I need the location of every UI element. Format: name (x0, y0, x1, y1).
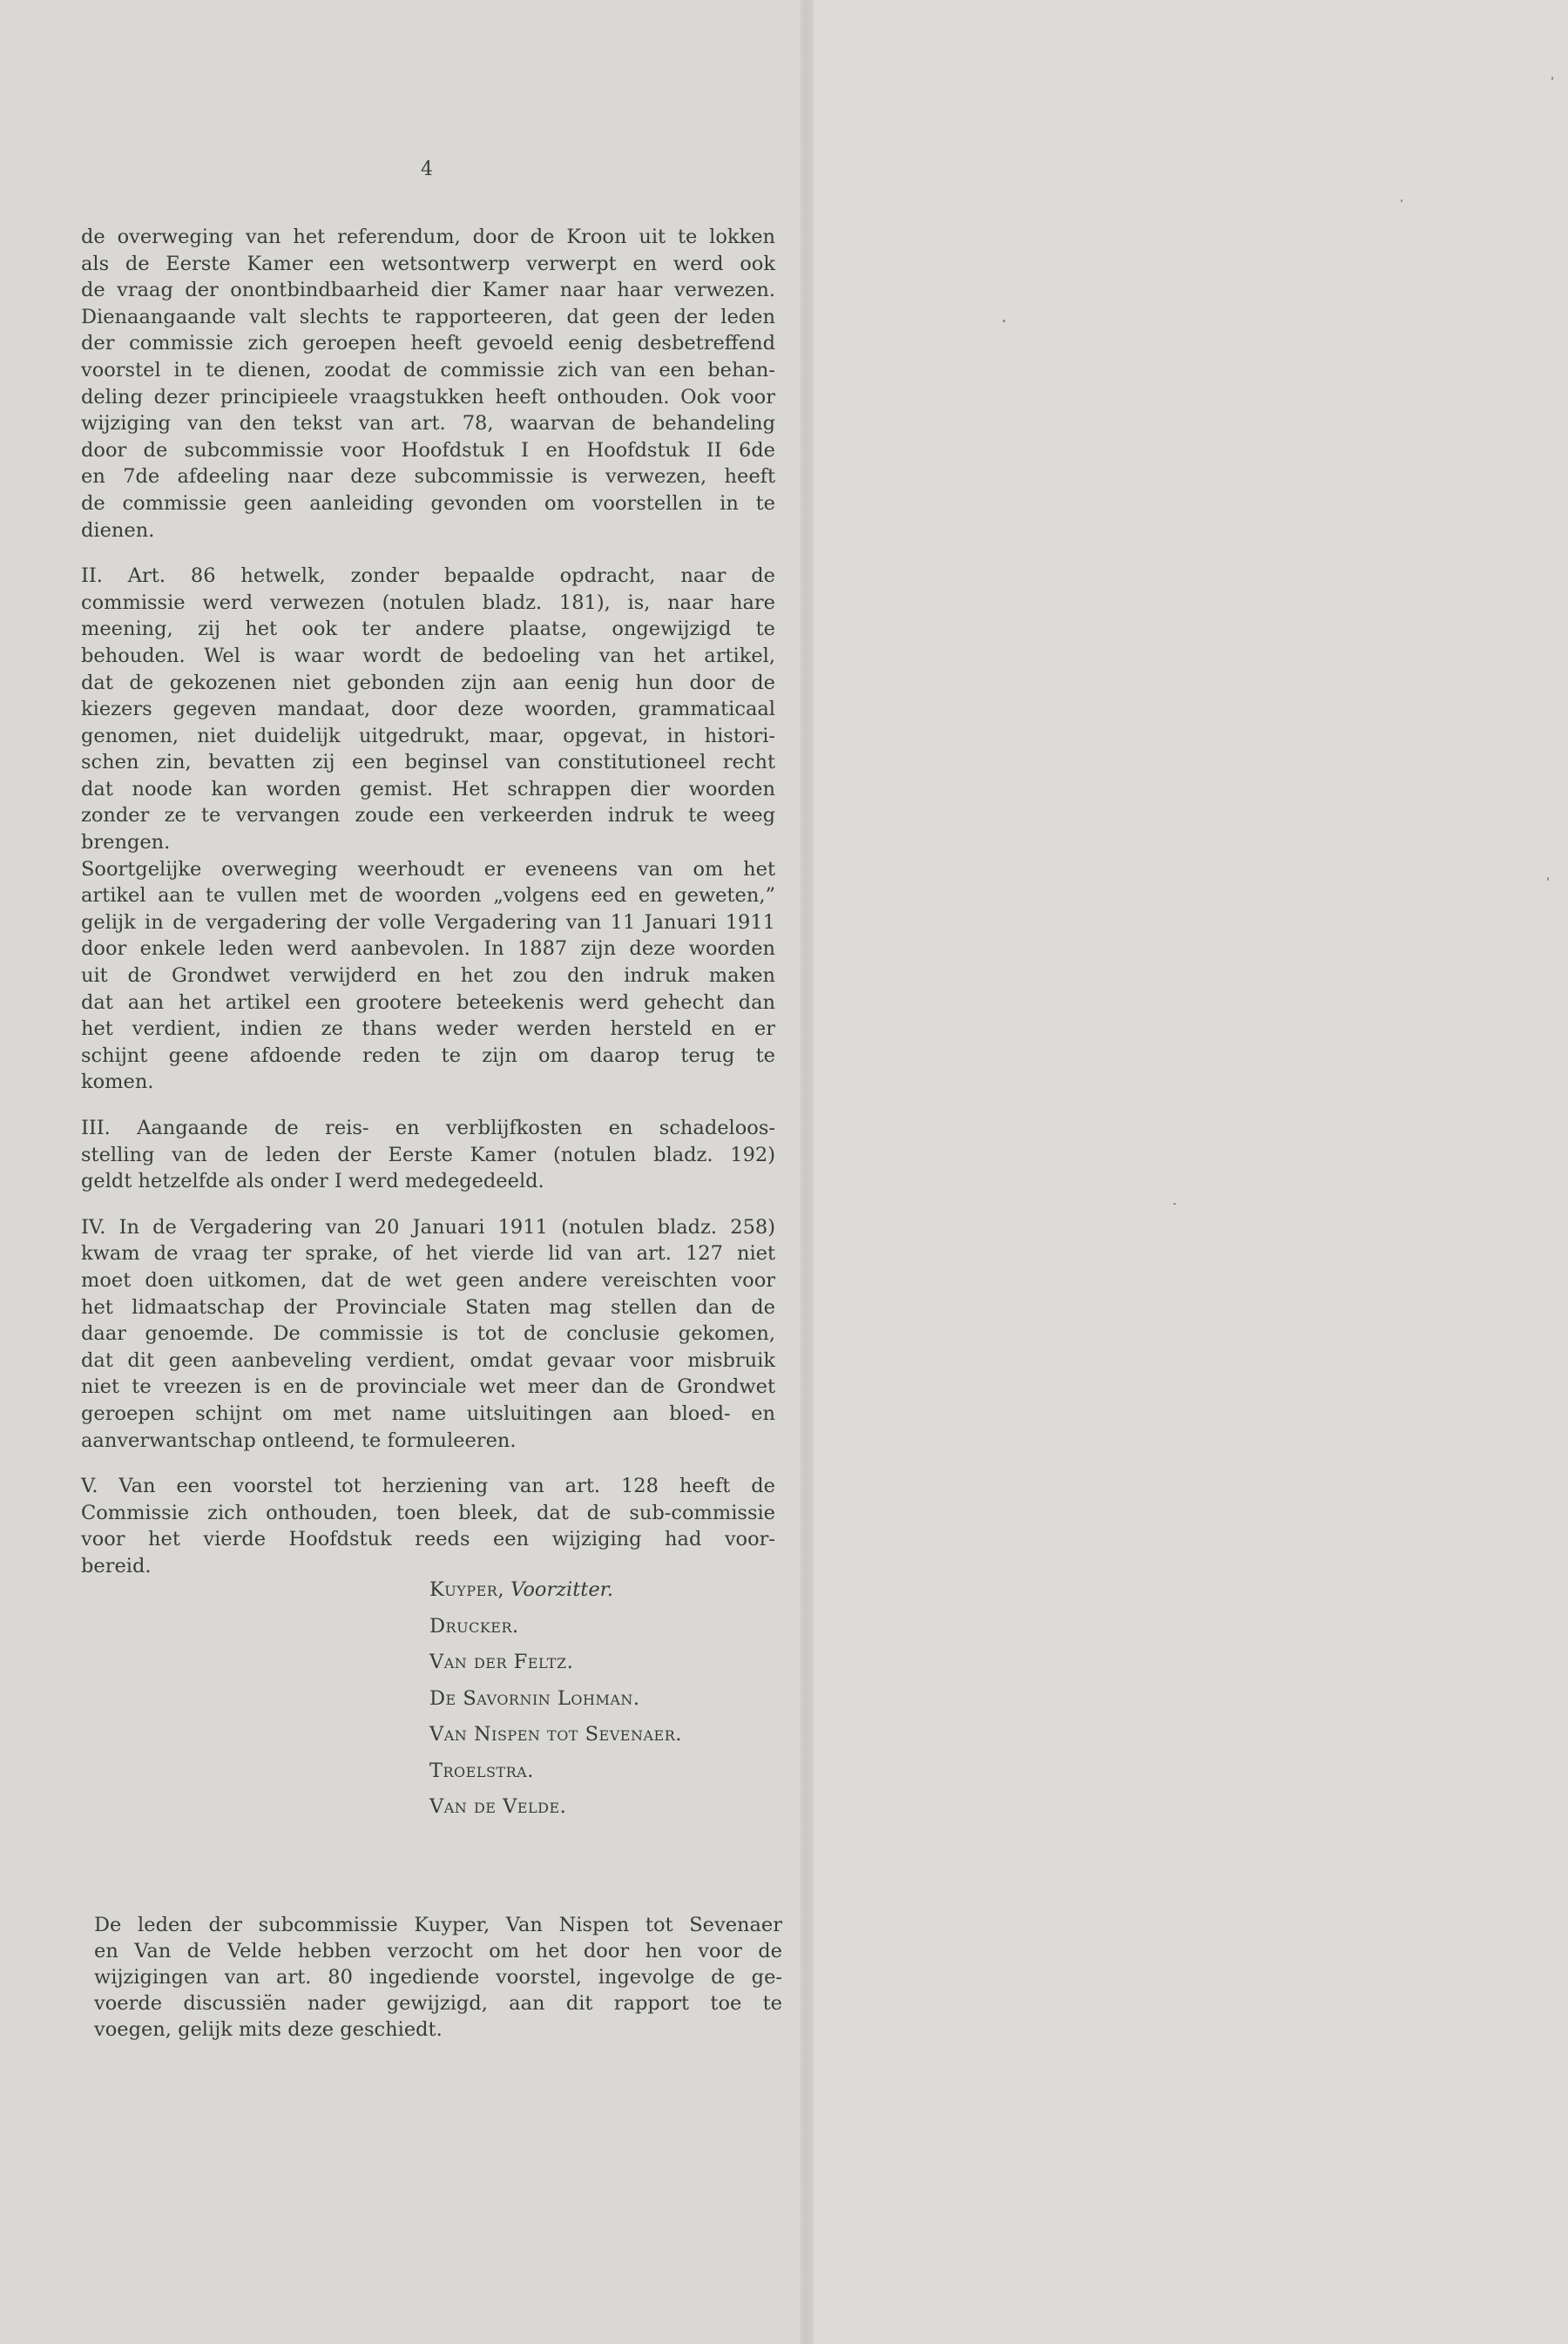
paper-speck (1401, 199, 1402, 202)
text-line: genomen, niet duidelijk uitgedrukt, maar, opgevat, in histori- (81, 724, 775, 747)
text-line: der commissie zich geroepen heeft gevoeld eenig desbetreffend (81, 332, 775, 355)
signature-block (429, 1572, 682, 1826)
text-line: schen zin, bevatten zij een beginsel van constitutioneel recht (81, 751, 775, 774)
body-text (81, 224, 775, 1580)
text-line: de overweging van het referendum, door de Kroon uit te lokken (81, 226, 775, 248)
text-line: behouden. Wel is waar wordt de bedoeling van het artikel, (81, 644, 775, 667)
page-number: 4 (421, 159, 433, 180)
text-line: de commissie geen aanleiding gevonden om voorstellen in te (81, 491, 775, 515)
text-line: uit de Grondwet verwijderd en het zou den indruk maken (81, 964, 775, 988)
text-line: wijzigingen van art. 80 ingediende voorstel, ingevolge de ge- (94, 1966, 782, 1989)
signature-name: De Savornin Lohman. (429, 1686, 640, 1710)
text-line: voerde discussiën nader gewijzigd, aan dit rapport toe te (94, 1992, 782, 2015)
text-line: dienen. (81, 518, 155, 542)
right-page (810, 0, 1568, 2344)
text-line: het lidmaatschap der Provinciale Staten mag stellen dan de (81, 1295, 775, 1319)
closing-paragraph (94, 1912, 782, 2043)
text-line: voorstel in te dienen, zoodat de commissie zich van een behan- (81, 358, 775, 382)
paragraph-section-iv (81, 1214, 775, 1454)
text-line: Dienaangaande valt slechts te rapporteeren, dat geen der leden (81, 305, 775, 328)
signature-name: Drucker. (429, 1614, 519, 1638)
signature-name: Van Nispen tot Sevenaer. (429, 1723, 682, 1746)
text-line: daar genoemde. De commissie is tot de conclusie gekomen, (81, 1322, 775, 1346)
text-line: wijziging van den tekst van art. 78, waarvan de behandeling (81, 412, 775, 436)
text-line: dat dit geen aanbeveling verdient, omdat gevaar voor misbruik (81, 1348, 775, 1372)
text-line: niet te vreezen is en de provinciale wet meer dan de Grondwet (81, 1375, 775, 1399)
text-line: brengen. (81, 831, 171, 855)
text-line: V. Van een voorstel tot herziening van art. 128 heeft de (81, 1475, 775, 1498)
text-line: voor het vierde Hoofdstuk reeds een wijziging had voor- (81, 1528, 775, 1551)
text-line: II. Art. 86 hetwelk, zonder bepaalde opdracht, naar de (81, 564, 775, 588)
text-line: dat noode kan worden gemist. Het schrappen dier woorden (81, 777, 775, 800)
paper-speck (1547, 877, 1549, 881)
paragraph-referendum (81, 224, 775, 544)
text-line: gelijk in de vergadering der volle Vergadering van 11 Januari 1911 (81, 910, 775, 934)
page-gutter (800, 0, 814, 2344)
signature-name: Kuyper, (429, 1578, 505, 1601)
text-line: de vraag der onontbindbaarheid dier Kamer naar haar verwezen. (81, 279, 775, 302)
text-line: en Van de Velde hebben verzocht om het door hen voor de (94, 1940, 782, 1962)
text-line: dat aan het artikel een grootere beteekenis werd gehecht dan (81, 990, 775, 1014)
text-line: geroepen schijnt om met name uitsluitingen aan bloed- en (81, 1402, 775, 1425)
signature-chair (429, 1572, 682, 1609)
text-line: deling dezer principieele vraagstukken heeft onthouden. Ook voor (81, 385, 775, 409)
text-line: De leden der subcommissie Kuyper, Van Nispen tot Sevenaer (94, 1914, 782, 1936)
text-line: stelling van de leden der Eerste Kamer (notulen bladz. 192) (81, 1143, 775, 1166)
text-line: aanverwantschap ontleend, te formuleeren. (81, 1429, 517, 1452)
signature-name: Troelstra. (429, 1759, 534, 1782)
text-line: voegen, gelijk mits deze geschiedt. (94, 2018, 443, 2041)
text-line: III. Aangaande de reis- en verblijfkosten en schadeloos- (81, 1117, 775, 1139)
paragraph-section-v (81, 1473, 775, 1579)
text-line: en 7de afdeeling naar deze subcommissie is verwezen, heeft (81, 465, 775, 489)
text-line: dat de gekozenen niet gebonden zijn aan eenig hun door de (81, 671, 775, 694)
paragraph-section-ii (81, 563, 775, 1096)
text-line: Soortgelijke overweging weerhoudt er eveneens van om het (81, 857, 775, 881)
text-line: kiezers gegeven mandaat, door deze woorden, grammaticaal (81, 698, 775, 721)
text-line: kwam de vraag ter sprake, of het vierde lid van art. 127 niet (81, 1242, 775, 1266)
text-line: als de Eerste Kamer een wetsontwerp verwerpt en werd ook (81, 252, 775, 275)
text-line: schijnt geene afdoende reden te zijn om daarop terug te (81, 1044, 775, 1067)
text-line: zonder ze te vervangen zoude een verkeerden indruk te weeg (81, 804, 775, 827)
text-line: door de subcommissie voor Hoofdstuk I en Hoofdstuk II 6de (81, 438, 775, 462)
paper-speck (1173, 1203, 1176, 1205)
text-line: meening, zij het ook ter andere plaatse, ongewijzigd te (81, 618, 775, 641)
text-line: het verdient, indien ze thans weder werden hersteld en er (81, 1017, 775, 1041)
text-line: Commissie zich onthouden, toen bleek, dat de sub-commissie (81, 1501, 775, 1524)
text-line: IV. In de Vergadering van 20 Januari 1911 (notulen bladz. 258) (81, 1215, 775, 1239)
signature-name: Van de Velde. (429, 1795, 567, 1818)
text-line: commissie werd verwezen (notulen bladz. 181), is, naar hare (81, 591, 775, 614)
text-line: komen. (81, 1071, 154, 1094)
text-line: bereid. (81, 1554, 152, 1577)
text-line: geldt hetzelfde als onder I werd medegedeeld. (81, 1170, 544, 1193)
text-line: moet doen uitkomen, dat de wet geen andere vereischten voor (81, 1268, 775, 1292)
paragraph-section-iii (81, 1115, 775, 1195)
paper-speck (1003, 320, 1005, 322)
text-line: door enkele leden werd aanbevolen. In 1887 zijn deze woorden (81, 937, 775, 961)
paper-speck (1551, 77, 1553, 80)
text-line: artikel aan te vullen met de woorden „volgens eed en geweten,” (81, 884, 775, 908)
signature-role: Voorzitter. (510, 1578, 614, 1601)
signature-name: Van der Feltz. (429, 1651, 574, 1673)
